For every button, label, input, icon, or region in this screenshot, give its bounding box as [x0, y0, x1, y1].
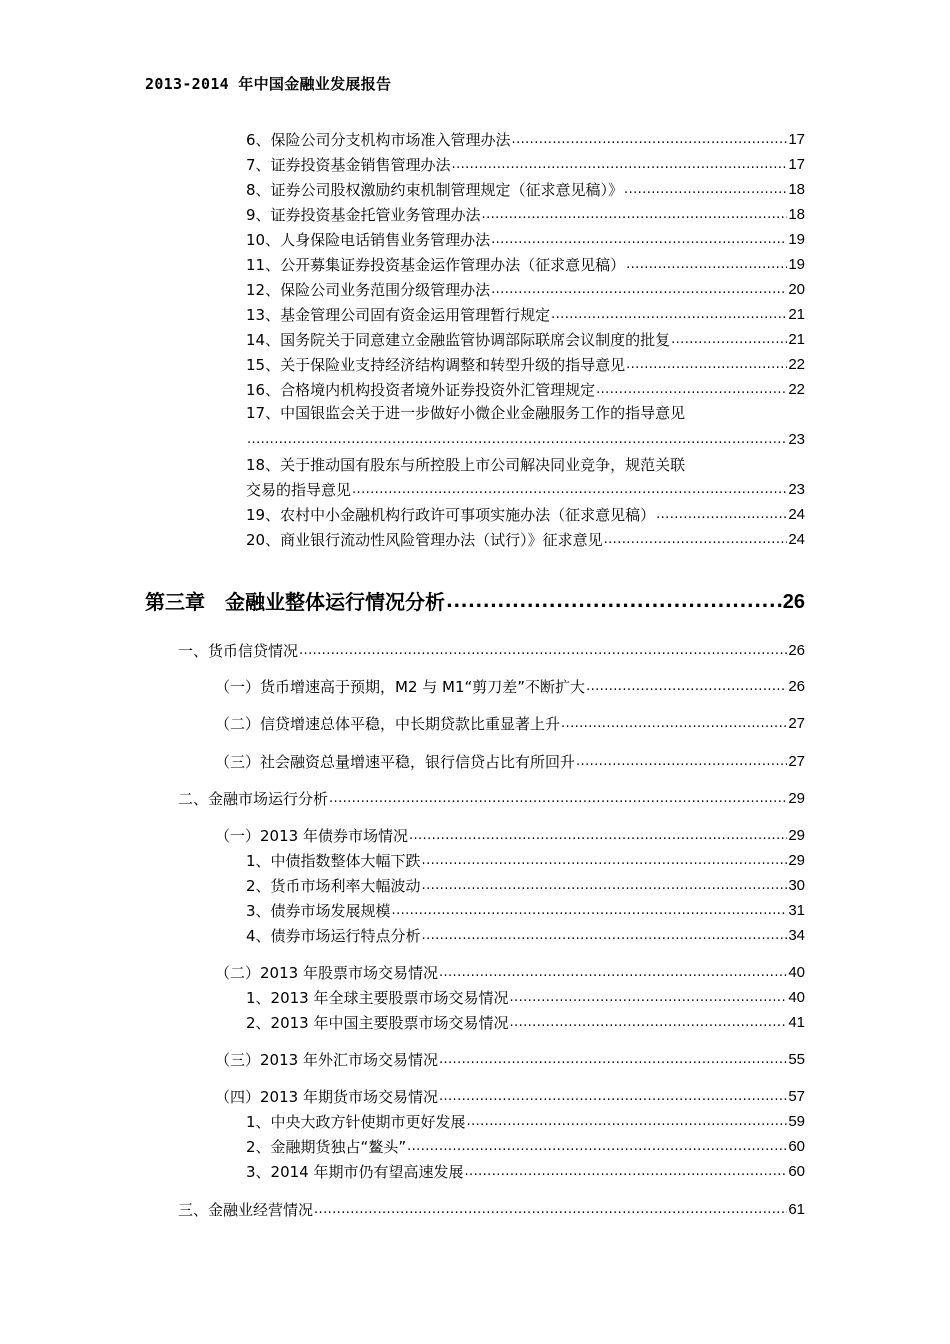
leader-dots — [247, 430, 787, 450]
toc-item-title: 1、中债指数整体大幅下跌 — [246, 852, 421, 870]
toc-item[interactable] — [246, 1112, 805, 1132]
toc-subsection-title: （一）货币增速高于预期，M2 与 M1“剪刀差”不断扩大 — [215, 678, 586, 696]
toc-entry-title-line1[interactable]: 18、关于推动国有股东与所控股上市公司解决同业竞争，规范关联 — [246, 456, 686, 474]
leader-dots — [482, 205, 788, 225]
toc-item-title: 2、金融期货独占“鳌头” — [246, 1138, 407, 1156]
leader-dots — [491, 230, 787, 250]
leader-dots — [656, 505, 787, 525]
toc-subsection-page: 27 — [788, 715, 805, 732]
toc-item-page: 30 — [788, 877, 805, 894]
toc-subsection-page: 27 — [788, 753, 805, 770]
toc-item[interactable] — [246, 876, 805, 896]
toc-item-page: 59 — [788, 1113, 805, 1130]
toc-section[interactable] — [178, 1200, 805, 1220]
toc-entry-title-line2: 交易的指导意见 — [246, 481, 352, 499]
toc-subsection[interactable] — [215, 677, 805, 697]
toc-entry-page: 18 — [788, 181, 805, 198]
toc-item[interactable] — [246, 926, 805, 946]
leader-dots — [512, 130, 788, 150]
toc-entry-title: 6、保险公司分支机构市场准入管理办法 — [246, 131, 511, 149]
toc-entry[interactable] — [246, 130, 805, 150]
toc-entry-title: 15、关于保险业支持经济结构调整和转型升级的指导意见 — [246, 356, 626, 374]
toc-item[interactable] — [246, 1137, 805, 1157]
leader-dots — [467, 1112, 788, 1132]
toc-entry[interactable] — [246, 380, 805, 400]
toc-section[interactable] — [178, 789, 805, 809]
toc-subsection-page: 55 — [788, 1051, 805, 1068]
leader-dots — [626, 355, 787, 375]
toc-chapter-page: 26 — [782, 591, 805, 613]
toc-item-page: 60 — [788, 1163, 805, 1180]
toc-subsection-page: 40 — [788, 964, 805, 981]
toc-entry[interactable] — [246, 180, 805, 200]
toc-subsection[interactable] — [215, 714, 805, 734]
toc-entry[interactable] — [246, 355, 805, 375]
toc-subsection-page: 57 — [788, 1088, 805, 1105]
toc-subsection-page: 26 — [788, 678, 805, 695]
toc-subsection-title: （一）2013 年债券市场情况 — [215, 827, 408, 845]
toc-item[interactable] — [246, 988, 805, 1008]
toc-item-page: 41 — [788, 1014, 805, 1031]
toc-entry-title: 8、证券公司股权激励约束机制管理规定（征求意见稿）》 — [246, 181, 624, 199]
leader-dots — [446, 588, 782, 616]
toc-item-title: 3、2014 年期市仍有望高速发展 — [246, 1163, 464, 1181]
toc-item[interactable] — [246, 851, 805, 871]
toc-item-page: 34 — [788, 927, 805, 944]
leader-dots — [491, 280, 787, 300]
leader-dots — [439, 1087, 787, 1107]
leader-dots — [624, 180, 787, 200]
toc-entry-title: 16、合格境内机构投资者境外证券投资外汇管理规定 — [246, 381, 596, 399]
toc-entry[interactable] — [246, 280, 805, 300]
leader-dots — [422, 876, 788, 896]
toc-entry-page: 22 — [788, 381, 805, 398]
toc-subsection[interactable] — [215, 1087, 805, 1107]
leader-dots — [314, 1200, 787, 1220]
toc-item-title: 2、货币市场利率大幅波动 — [246, 877, 421, 895]
toc-entry-page: 20 — [788, 281, 805, 298]
toc-section-title: 三、金融业经营情况 — [178, 1201, 314, 1219]
toc-section-title: 二、金融市场运行分析 — [178, 790, 329, 808]
toc-subsection-title: （三）社会融资总量增速平稳，银行信贷占比有所回升 — [215, 753, 576, 771]
toc-subsection[interactable] — [215, 1050, 805, 1070]
leader-dots — [465, 1162, 788, 1182]
leader-dots — [561, 714, 787, 734]
toc-subsection-title: （四）2013 年期货市场交易情况 — [215, 1088, 438, 1106]
toc-subsection-title: （二）信贷增速总体平稳，中长期贷款比重显著上升 — [215, 715, 561, 733]
toc-entry-title: 20、商业银行流动性风险管理办法（试行）》征求意见 — [246, 531, 603, 549]
toc-entry-page: 21 — [788, 331, 805, 348]
toc-item-page: 29 — [788, 852, 805, 869]
toc-subsection[interactable] — [215, 963, 805, 983]
leader-dots — [329, 789, 787, 809]
toc-entry-page: 18 — [788, 206, 805, 223]
toc-entry-page: 23 — [788, 481, 805, 498]
toc-entry-page: 23 — [788, 431, 805, 448]
toc-entry[interactable] — [246, 205, 805, 225]
toc-item-page: 60 — [788, 1138, 805, 1155]
toc-entry-title: 19、农村中小金融机构行政许可事项实施办法（征求意见稿） — [246, 506, 656, 524]
leader-dots — [510, 1013, 788, 1033]
toc-item-page: 31 — [788, 902, 805, 919]
toc-entry-page: 24 — [788, 531, 805, 548]
leader-dots — [551, 305, 787, 325]
toc-entry-page: 17 — [788, 156, 805, 173]
toc-entry[interactable] — [246, 255, 805, 275]
leader-dots — [407, 1137, 787, 1157]
toc-entry[interactable] — [246, 530, 805, 550]
toc-item[interactable] — [246, 901, 805, 921]
toc-section-page: 26 — [788, 642, 805, 659]
toc-entry[interactable] — [246, 305, 805, 325]
toc-section-page: 61 — [788, 1201, 805, 1218]
toc-chapter-title: 第三章 金融业整体运行情况分析 — [145, 590, 445, 614]
toc-subsection-title: （三）2013 年外汇市场交易情况 — [215, 1051, 438, 1069]
leader-dots — [352, 480, 787, 500]
document-header-title: 2013-2014 年中国金融业发展报告 — [145, 75, 392, 93]
toc-item[interactable] — [246, 1013, 805, 1033]
toc-subsection-page: 29 — [788, 827, 805, 844]
toc-entry-title: 13、基金管理公司固有资金运用管理暂行规定 — [246, 306, 551, 324]
toc-entry-page: 19 — [788, 231, 805, 248]
toc-item[interactable] — [246, 1162, 805, 1182]
toc-item-title: 3、债券市场发展规模 — [246, 902, 391, 920]
toc-entry-page: 17 — [788, 131, 805, 148]
toc-entry-title: 7、证券投资基金销售管理办法 — [246, 156, 451, 174]
toc-entry-title[interactable]: 17、中国银监会关于进一步做好小微企业金融服务工作的指导意见 — [246, 404, 686, 422]
leader-dots — [626, 255, 787, 275]
toc-item-title: 4、债券市场运行特点分析 — [246, 927, 421, 945]
leader-dots — [510, 988, 788, 1008]
toc-entry[interactable] — [246, 230, 805, 250]
leader-dots — [596, 380, 787, 400]
toc-entry[interactable] — [246, 330, 805, 350]
toc-entry[interactable] — [246, 155, 805, 175]
toc-entry-page: 24 — [788, 506, 805, 523]
toc-entry-page: 22 — [788, 356, 805, 373]
leader-dots — [409, 826, 787, 846]
leader-dots — [422, 851, 788, 871]
toc-item-title: 1、中央大政方针使期市更好发展 — [246, 1113, 466, 1131]
toc-item-title: 2、2013 年中国主要股票市场交易情况 — [246, 1014, 509, 1032]
leader-dots — [452, 155, 788, 175]
leader-dots — [439, 963, 787, 983]
leader-dots — [422, 926, 788, 946]
toc-entry-page: 19 — [788, 256, 805, 273]
leader-dots — [671, 330, 787, 350]
toc-entry-title: 9、证券投资基金托管业务管理办法 — [246, 206, 481, 224]
toc-section-title: 一、货币信贷情况 — [178, 642, 299, 660]
toc-section-page: 29 — [788, 790, 805, 807]
leader-dots — [604, 530, 788, 550]
leader-dots — [576, 752, 787, 772]
toc-item-page: 40 — [788, 989, 805, 1006]
toc-entry[interactable] — [246, 480, 805, 500]
toc-entry[interactable] — [246, 430, 805, 450]
toc-entry-page: 21 — [788, 306, 805, 323]
leader-dots — [392, 901, 788, 921]
leader-dots — [299, 641, 787, 661]
toc-entry[interactable] — [246, 505, 805, 525]
leader-dots — [439, 1050, 787, 1070]
toc-subsection[interactable] — [215, 826, 805, 846]
toc-entry-title: 14、国务院关于同意建立金融监管协调部际联席会议制度的批复 — [246, 331, 671, 349]
toc-entry-title: 10、人身保险电话销售业务管理办法 — [246, 231, 491, 249]
toc-subsection[interactable] — [215, 752, 805, 772]
toc-section[interactable] — [178, 641, 805, 661]
toc-entry-title: 11、公开募集证券投资基金运作管理办法（征求意见稿） — [246, 256, 626, 274]
toc-item-title: 1、2013 年全球主要股票市场交易情况 — [246, 989, 509, 1007]
toc-chapter[interactable] — [145, 588, 805, 616]
leader-dots — [586, 677, 787, 697]
toc-entry-title: 12、保险公司业务范围分级管理办法 — [246, 281, 491, 299]
toc-subsection-title: （二）2013 年股票市场交易情况 — [215, 964, 438, 982]
